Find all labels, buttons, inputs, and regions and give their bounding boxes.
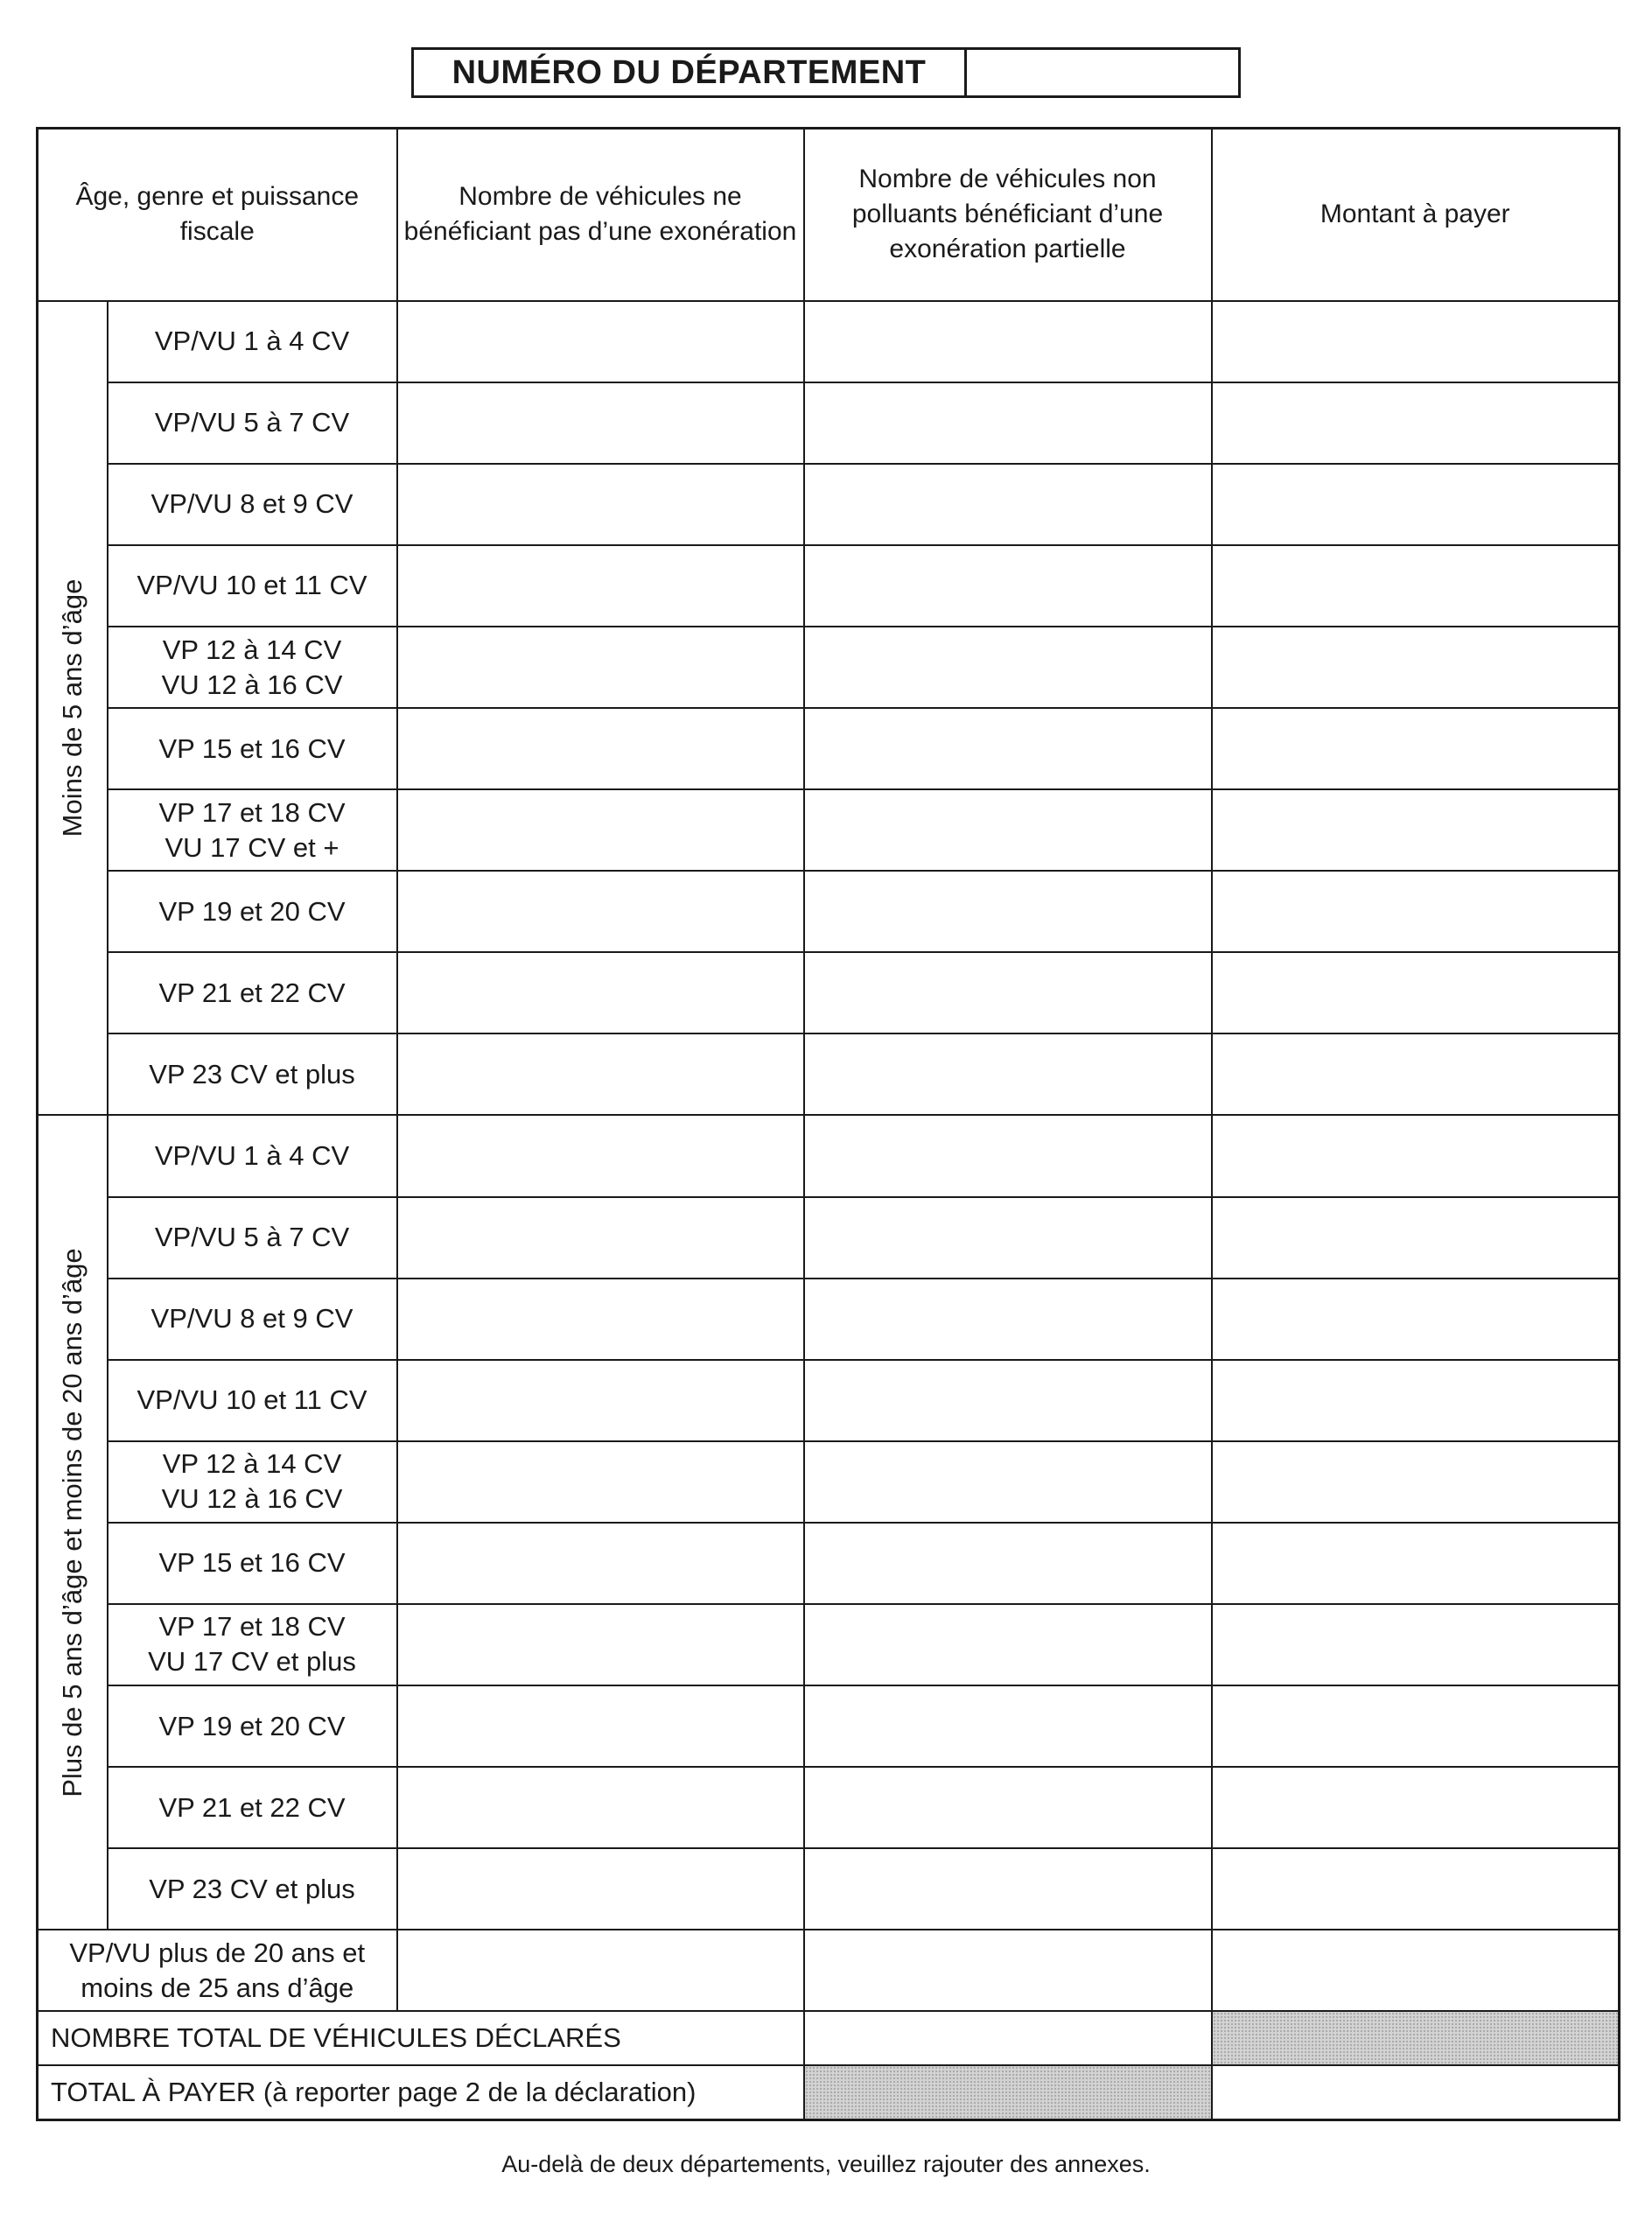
no-exemption-count-cell[interactable] xyxy=(397,1115,804,1196)
partial-exemption-count-cell[interactable] xyxy=(804,1685,1212,1767)
group-under-5-years-label xyxy=(38,301,108,1116)
category-label: VP 17 et 18 CV VU 17 CV et plus xyxy=(108,1604,397,1685)
amount-cell[interactable] xyxy=(1212,545,1620,627)
total-vehicles-row xyxy=(38,2011,1620,2065)
header-partial-exemption: Nombre de véhicules non polluants bénéficiant d’une exonération partielle xyxy=(804,129,1212,301)
total-vehicles-partial-cell[interactable] xyxy=(804,2011,1212,2065)
table-row xyxy=(38,1685,1620,1767)
partial-exemption-count-cell[interactable] xyxy=(804,871,1212,952)
amount-cell[interactable] xyxy=(1212,301,1620,382)
category-label: VP/VU 1 à 4 CV xyxy=(108,301,397,382)
table-row xyxy=(38,789,1620,871)
amount-cell[interactable] xyxy=(1212,627,1620,708)
partial-exemption-count-cell[interactable] xyxy=(804,952,1212,1033)
partial-exemption-count-cell[interactable] xyxy=(804,708,1212,789)
category-label: VP/VU 8 et 9 CV xyxy=(108,1279,397,1360)
table-row xyxy=(38,1115,1620,1196)
table-row xyxy=(38,1279,1620,1360)
no-exemption-count-cell[interactable] xyxy=(397,1604,804,1685)
no-exemption-count-cell[interactable] xyxy=(397,301,804,382)
table-row xyxy=(38,545,1620,627)
no-exemption-count-cell[interactable] xyxy=(397,871,804,952)
department-number-field[interactable] xyxy=(967,50,1238,95)
no-exemption-count-cell[interactable] xyxy=(397,382,804,464)
partial-exemption-count-cell[interactable] xyxy=(804,1197,1212,1279)
partial-exemption-count-cell[interactable] xyxy=(804,1115,1212,1196)
category-label: VP 17 et 18 CV VU 17 CV et + xyxy=(108,789,397,871)
amount-cell[interactable] xyxy=(1212,952,1620,1033)
table-row xyxy=(38,1604,1620,1685)
table-row xyxy=(38,1930,1620,2011)
no-exemption-count-cell[interactable] xyxy=(397,1685,804,1767)
no-exemption-count-cell[interactable] xyxy=(397,545,804,627)
no-exemption-count-cell[interactable] xyxy=(397,464,804,545)
table-row xyxy=(38,871,1620,952)
partial-exemption-count-cell[interactable] xyxy=(804,1360,1212,1441)
amount-cell[interactable] xyxy=(1212,1930,1620,2011)
shaded-cell xyxy=(804,2065,1212,2119)
no-exemption-count-cell[interactable] xyxy=(397,708,804,789)
amount-cell[interactable] xyxy=(1212,1033,1620,1115)
group-label-text: Moins de 5 ans d’âge xyxy=(56,578,88,837)
no-exemption-count-cell[interactable] xyxy=(397,1279,804,1360)
partial-exemption-count-cell[interactable] xyxy=(804,382,1212,464)
category-label: VP/VU 1 à 4 CV xyxy=(108,1115,397,1196)
table-row xyxy=(38,1441,1620,1523)
total-vehicles-label: NOMBRE TOTAL DE VÉHICULES DÉCLARÉS xyxy=(38,2011,804,2065)
table-row xyxy=(38,382,1620,464)
partial-exemption-count-cell[interactable] xyxy=(804,1930,1212,2011)
footnote: Au-delà de deux départements, veuillez rajouter des annexes. xyxy=(501,2151,1151,2177)
total-pay-row xyxy=(38,2065,1620,2119)
category-label: VP 23 CV et plus xyxy=(108,1033,397,1115)
no-exemption-count-cell[interactable] xyxy=(397,1848,804,1930)
partial-exemption-count-cell[interactable] xyxy=(804,789,1212,871)
category-label: VP 19 et 20 CV xyxy=(108,1685,397,1767)
header-row xyxy=(38,129,1620,301)
no-exemption-count-cell[interactable] xyxy=(397,627,804,708)
amount-cell[interactable] xyxy=(1212,1441,1620,1523)
vehicle-declaration-table xyxy=(36,127,1620,2121)
no-exemption-count-cell[interactable] xyxy=(397,1360,804,1441)
no-exemption-count-cell[interactable] xyxy=(397,789,804,871)
partial-exemption-count-cell[interactable] xyxy=(804,1033,1212,1115)
partial-exemption-count-cell[interactable] xyxy=(804,1604,1212,1685)
table-row xyxy=(38,1033,1620,1115)
amount-cell[interactable] xyxy=(1212,708,1620,789)
amount-cell[interactable] xyxy=(1212,382,1620,464)
department-number-label: NUMÉRO DU DÉPARTEMENT xyxy=(414,50,967,95)
table-row xyxy=(38,1523,1620,1604)
partial-exemption-count-cell[interactable] xyxy=(804,627,1212,708)
category-label: VP 12 à 14 CV VU 12 à 16 CV xyxy=(108,1441,397,1523)
category-label: VP/VU 10 et 11 CV xyxy=(108,545,397,627)
category-label: VP 15 et 16 CV xyxy=(108,1523,397,1604)
amount-cell[interactable] xyxy=(1212,1685,1620,1767)
table-row xyxy=(38,1848,1620,1930)
no-exemption-count-cell[interactable] xyxy=(397,1441,804,1523)
amount-cell[interactable] xyxy=(1212,1197,1620,1279)
table-row xyxy=(38,1360,1620,1441)
table-row xyxy=(38,464,1620,545)
amount-cell[interactable] xyxy=(1212,1848,1620,1930)
amount-cell[interactable] xyxy=(1212,1279,1620,1360)
partial-exemption-count-cell[interactable] xyxy=(804,1848,1212,1930)
amount-cell[interactable] xyxy=(1212,1115,1620,1196)
partial-exemption-count-cell[interactable] xyxy=(804,1767,1212,1848)
category-label: VP/VU 8 et 9 CV xyxy=(108,464,397,545)
group-label-text: Plus de 5 ans d’âge et moins de 20 ans d’âge xyxy=(56,1248,88,1797)
category-label: VP 12 à 14 CV VU 12 à 16 CV xyxy=(108,627,397,708)
header-amount: Montant à payer xyxy=(1212,129,1620,301)
amount-cell[interactable] xyxy=(1212,1767,1620,1848)
partial-exemption-count-cell[interactable] xyxy=(804,545,1212,627)
amount-cell[interactable] xyxy=(1212,789,1620,871)
amount-cell[interactable] xyxy=(1212,1360,1620,1441)
partial-exemption-count-cell[interactable] xyxy=(804,301,1212,382)
total-pay-label: TOTAL À PAYER (à reporter page 2 de la déclaration) xyxy=(38,2065,804,2119)
no-exemption-count-cell[interactable] xyxy=(397,1197,804,1279)
partial-exemption-count-cell[interactable] xyxy=(804,464,1212,545)
amount-cell[interactable] xyxy=(1212,464,1620,545)
department-number-box xyxy=(411,47,1241,98)
table-row xyxy=(38,1197,1620,1279)
no-exemption-count-cell[interactable] xyxy=(397,1033,804,1115)
header-age-genre: Âge, genre et puissance fiscale xyxy=(38,129,397,301)
amount-cell[interactable] xyxy=(1212,871,1620,952)
category-label: VP 23 CV et plus xyxy=(108,1848,397,1930)
no-exemption-count-cell[interactable] xyxy=(397,1523,804,1604)
total-pay-amount-cell[interactable] xyxy=(1212,2065,1620,2119)
no-exemption-count-cell[interactable] xyxy=(397,952,804,1033)
table-row xyxy=(38,627,1620,708)
amount-cell[interactable] xyxy=(1212,1523,1620,1604)
old-vehicles-label: VP/VU plus de 20 ans et moins de 25 ans d’âge xyxy=(38,1930,397,2011)
header-no-exemption: Nombre de véhicules ne bénéficiant pas d’une exonération xyxy=(397,129,804,301)
amount-cell[interactable] xyxy=(1212,1604,1620,1685)
category-label: VP/VU 5 à 7 CV xyxy=(108,1197,397,1279)
table-row xyxy=(38,301,1620,382)
table-row xyxy=(38,952,1620,1033)
category-label: VP 21 et 22 CV xyxy=(108,952,397,1033)
shaded-cell xyxy=(1212,2011,1620,2065)
no-exemption-count-cell[interactable] xyxy=(397,1930,804,2011)
partial-exemption-count-cell[interactable] xyxy=(804,1279,1212,1360)
partial-exemption-count-cell[interactable] xyxy=(804,1441,1212,1523)
partial-exemption-count-cell[interactable] xyxy=(804,1523,1212,1604)
table-row xyxy=(38,708,1620,789)
category-label: VP 15 et 16 CV xyxy=(108,708,397,789)
category-label: VP 21 et 22 CV xyxy=(108,1767,397,1848)
no-exemption-count-cell[interactable] xyxy=(397,1767,804,1848)
category-label: VP 19 et 20 CV xyxy=(108,871,397,952)
table-row xyxy=(38,1767,1620,1848)
group-5-to-20-years-label xyxy=(38,1115,108,1930)
category-label: VP/VU 5 à 7 CV xyxy=(108,382,397,464)
category-label: VP/VU 10 et 11 CV xyxy=(108,1360,397,1441)
